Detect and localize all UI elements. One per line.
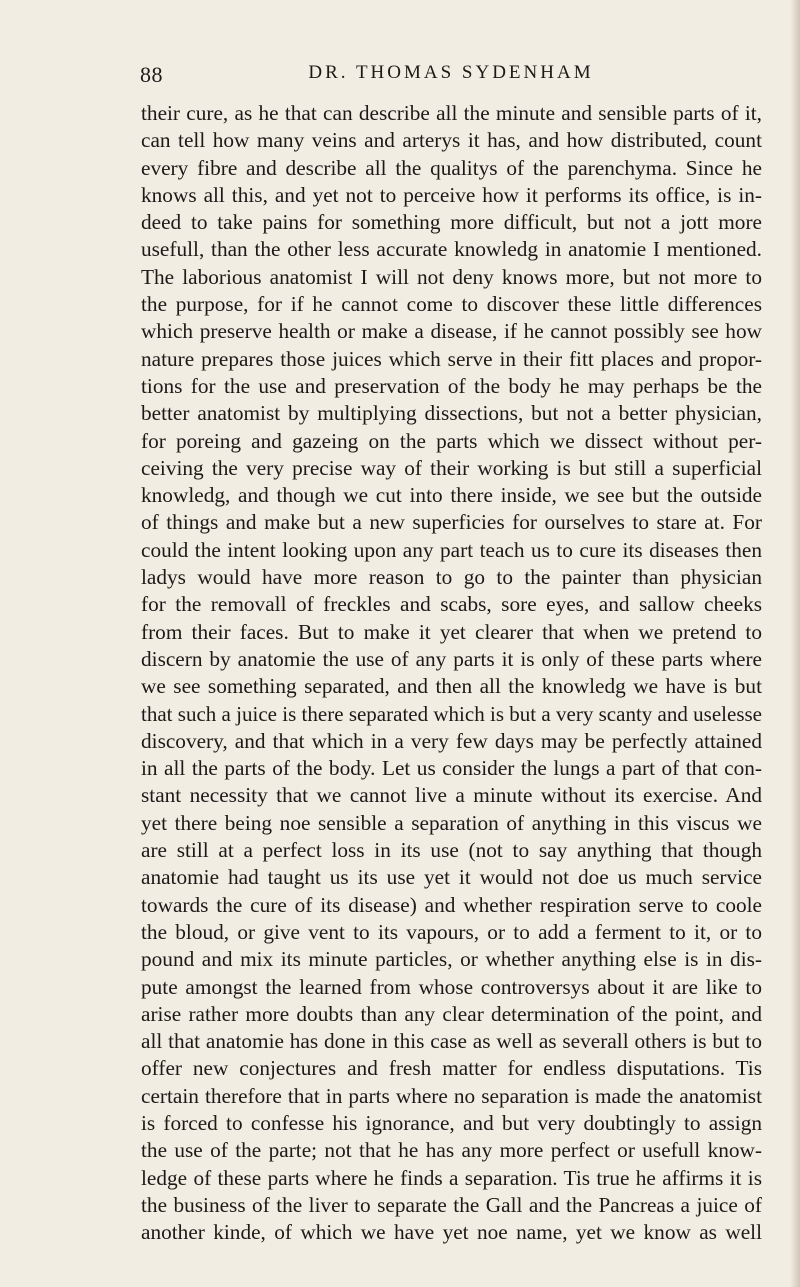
text-line: are still at a perfect loss in its use (not to say anything that though bbox=[141, 838, 762, 863]
text-line: ladys would have more reason to go to the painter than physician bbox=[141, 565, 762, 590]
text-line: better anatomist by multiplying dissections, but not a better physician, bbox=[141, 401, 762, 426]
text-line: we see something separated, and then all the knowledg we have is but bbox=[141, 674, 762, 699]
text-line: pound and mix its minute particles, or whether anything else is in dis- bbox=[141, 947, 762, 972]
text-line: is forced to confesse his ignorance, and but very doubtingly to assign bbox=[141, 1110, 762, 1135]
text-line: from their faces. But to make it yet clearer that when we pretend to bbox=[141, 619, 762, 644]
page-header bbox=[140, 62, 762, 92]
text-line: knowledg, and though we cut into there inside, we see but the outside bbox=[141, 483, 762, 508]
text-line: the bloud, or give vent to its vapours, or to add a ferment to it, or to bbox=[141, 919, 762, 944]
text-line: all that anatomie has done in this case as well as severall others is but to bbox=[141, 1029, 762, 1054]
text-line: The laborious anatomist I will not deny knows more, but not more to bbox=[141, 264, 762, 289]
text-line: nature prepares those juices which serve in their fitt places and propor- bbox=[141, 346, 762, 371]
text-line: every fibre and describe all the qualitys of the parenchyma. Since he bbox=[141, 155, 762, 180]
text-line: usefull, than the other less accurate knowledg in anatomie I mentioned. bbox=[141, 237, 762, 262]
text-line: the use of the parte; not that he has any more perfect or usefull know- bbox=[141, 1138, 762, 1163]
text-line: could the intent looking upon any part teach us to cure its diseases then bbox=[141, 537, 762, 562]
text-line: certain therefore that in parts where no separation is made the anatomist bbox=[141, 1083, 762, 1108]
text-line: discern by anatomie the use of any parts it is only of these parts where bbox=[141, 646, 762, 671]
text-line: yet there being noe sensible a separation of anything in this viscus we bbox=[141, 810, 762, 835]
text-line: for poreing and gazeing on the parts which we dissect without per- bbox=[141, 428, 762, 453]
text-line: anatomie had taught us its use yet it would not doe us much service bbox=[141, 865, 762, 890]
text-line: discovery, and that which in a very few days may be perfectly attained bbox=[141, 728, 762, 753]
text-line: pute amongst the learned from whose controversys about it are like to bbox=[141, 974, 762, 999]
text-line: deed to take pains for something more difficult, but not a jott more bbox=[141, 210, 762, 235]
text-line: arise rather more doubts than any clear determination of the point, and bbox=[141, 1001, 762, 1026]
page-edge-shadow bbox=[790, 0, 800, 1287]
text-line: of things and make but a new superficies for ourselves to stare at. For bbox=[141, 510, 762, 535]
text-line: can tell how many veins and arterys it has, and how distributed, count bbox=[141, 128, 762, 153]
text-line: in all the parts of the body. Let us consider the lungs a part of that con- bbox=[141, 756, 762, 781]
text-line: their cure, as he that can describe all the minute and sensible parts of it, bbox=[141, 101, 762, 125]
running-head: DR. THOMAS SYDENHAM bbox=[308, 62, 594, 83]
text-line: ledge of these parts where he finds a separation. Tis true he affirms it is bbox=[141, 1165, 762, 1190]
body-text bbox=[141, 100, 762, 1246]
text-line: ceiving the very precise way of their working is but still a superficial bbox=[141, 455, 762, 480]
text-line: that such a juice is there separated which is but a very scanty and uselesse bbox=[141, 701, 762, 726]
text-line: tions for the use and preservation of the body he may perhaps be the bbox=[141, 373, 762, 398]
page-number: 88 bbox=[140, 62, 163, 87]
text-line: the business of the liver to separate the Gall and the Pancreas a juice of bbox=[141, 1192, 762, 1217]
text-line: knows all this, and yet not to perceive how it performs its office, is in- bbox=[141, 182, 762, 207]
text-line: which preserve health or make a disease, if he cannot possibly see how bbox=[141, 319, 762, 344]
text-line: the purpose, for if he cannot come to discover these little differences bbox=[141, 292, 762, 317]
text-line: for the removall of freckles and scabs, sore eyes, and sallow cheeks bbox=[141, 592, 762, 617]
text-line: another kinde, of which we have yet noe name, yet we know as well bbox=[141, 1220, 762, 1245]
text-line: towards the cure of its disease) and whether respiration serve to coole bbox=[141, 892, 762, 917]
text-line: offer new conjectures and fresh matter for endless disputations. Tis bbox=[141, 1056, 762, 1081]
text-line: stant necessity that we cannot live a minute without its exercise. And bbox=[141, 783, 762, 808]
